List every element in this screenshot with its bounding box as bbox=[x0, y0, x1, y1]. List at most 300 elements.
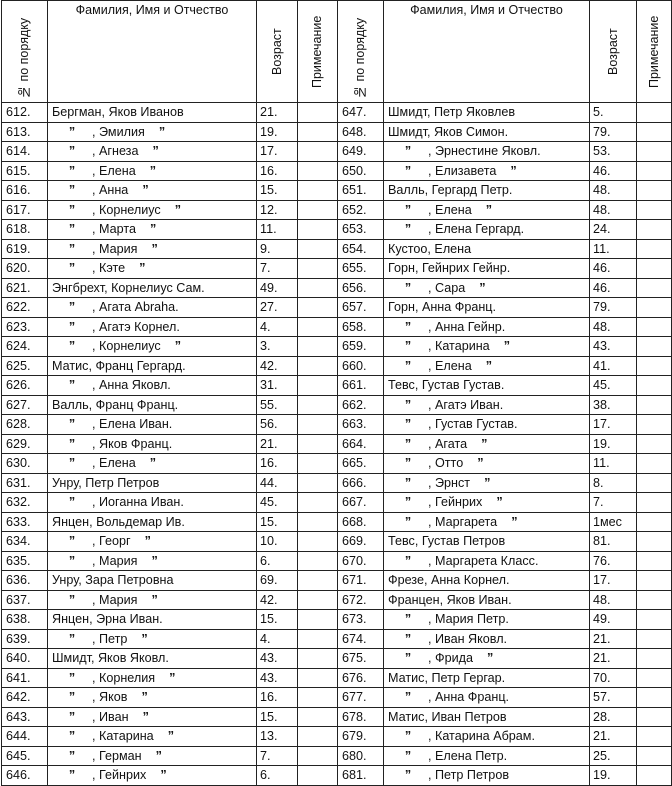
entry-age-right: 79. bbox=[590, 122, 637, 142]
entry-name-left bbox=[48, 122, 257, 142]
entry-name-right bbox=[384, 415, 590, 435]
ditto-mark: ” bbox=[485, 358, 493, 373]
entry-age-right: 48. bbox=[590, 200, 637, 220]
entry-number-left: 614. bbox=[2, 142, 48, 162]
entry-number-left: 631. bbox=[2, 473, 48, 493]
ditto-mark: ” bbox=[167, 729, 174, 744]
ditto-mark: ” bbox=[68, 319, 76, 334]
ditto-mark: ” bbox=[151, 553, 158, 568]
entry-number-left: 621. bbox=[2, 278, 48, 298]
name-text: Валль, Франц Франц. bbox=[52, 397, 179, 412]
entry-age-left: 9. bbox=[257, 239, 298, 259]
name-text: , Гейнрих bbox=[428, 495, 483, 510]
entry-age-left: 15. bbox=[257, 512, 298, 532]
entry-name-left bbox=[48, 337, 257, 357]
ditto-mark: ” bbox=[68, 495, 76, 510]
entry-name-right bbox=[384, 142, 590, 162]
name-text: , Мария bbox=[92, 553, 138, 568]
ditto-mark: ” bbox=[68, 670, 76, 685]
entry-age-right: 45. bbox=[590, 376, 637, 396]
age-column-header-left: Возраст bbox=[257, 1, 298, 103]
entry-note-right bbox=[637, 181, 672, 201]
entry-note-left bbox=[298, 610, 338, 630]
ditto-mark: ” bbox=[404, 748, 412, 763]
entry-note-right bbox=[637, 434, 672, 454]
entry-note-left bbox=[298, 688, 338, 708]
entry-name-left bbox=[48, 376, 257, 396]
entry-number-right: 650. bbox=[338, 161, 384, 181]
entry-age-left: 69. bbox=[257, 571, 298, 591]
ditto-mark: ” bbox=[510, 163, 517, 178]
entry-number-left: 625. bbox=[2, 356, 48, 376]
entry-name-left bbox=[48, 317, 257, 337]
name-text: , Густав Густав. bbox=[428, 417, 518, 432]
entry-number-left: 639. bbox=[2, 629, 48, 649]
ditto-mark: ” bbox=[404, 319, 412, 334]
ditto-mark: ” bbox=[68, 417, 76, 432]
entry-number-left: 640. bbox=[2, 649, 48, 669]
name-text: , Мария bbox=[92, 241, 138, 256]
entry-note-right bbox=[637, 512, 672, 532]
entry-age-right: 48. bbox=[590, 590, 637, 610]
entry-number-left: 645. bbox=[2, 746, 48, 766]
name-text: , Маргарета bbox=[428, 514, 498, 529]
entry-age-left: 44. bbox=[257, 473, 298, 493]
name-text: Бергман, Яков Иванов bbox=[52, 105, 184, 120]
entry-note-left bbox=[298, 298, 338, 318]
name-text: , Марта bbox=[92, 222, 136, 237]
entry-note-left bbox=[298, 629, 338, 649]
entry-number-left: 633. bbox=[2, 512, 48, 532]
entry-number-left: 620. bbox=[2, 259, 48, 279]
name-text: Горн, Анна Франц. bbox=[388, 300, 496, 315]
entry-age-left: 4. bbox=[257, 629, 298, 649]
entry-name-right bbox=[384, 649, 590, 669]
ditto-mark: ” bbox=[404, 397, 412, 412]
entry-number-left: 646. bbox=[2, 766, 48, 786]
entry-name-left bbox=[48, 278, 257, 298]
entry-age-right: 11. bbox=[590, 454, 637, 474]
name-text: , Анна bbox=[92, 183, 129, 198]
ditto-mark: ” bbox=[139, 261, 146, 276]
entry-name-left bbox=[48, 590, 257, 610]
entry-name-left bbox=[48, 649, 257, 669]
entry-note-left bbox=[298, 668, 338, 688]
entry-name-right bbox=[384, 103, 590, 123]
name-text: , Елена bbox=[92, 456, 136, 471]
entry-number-right: 677. bbox=[338, 688, 384, 708]
entry-age-left: 6. bbox=[257, 766, 298, 786]
entry-note-right bbox=[637, 317, 672, 337]
entry-note-left bbox=[298, 532, 338, 552]
entry-note-right bbox=[637, 590, 672, 610]
entry-note-right bbox=[637, 395, 672, 415]
ditto-mark: ” bbox=[404, 768, 412, 783]
entry-name-right bbox=[384, 454, 590, 474]
entry-age-right: 38. bbox=[590, 395, 637, 415]
entry-name-left bbox=[48, 142, 257, 162]
entry-number-left: 624. bbox=[2, 337, 48, 357]
ditto-mark: ” bbox=[404, 144, 412, 159]
entry-name-right bbox=[384, 493, 590, 513]
entry-note-right bbox=[637, 142, 672, 162]
entry-number-left: 619. bbox=[2, 239, 48, 259]
ditto-mark: ” bbox=[486, 651, 494, 666]
entry-number-left: 643. bbox=[2, 707, 48, 727]
entry-age-right: 21. bbox=[590, 649, 637, 669]
entry-number-right: 663. bbox=[338, 415, 384, 435]
table-row bbox=[2, 220, 672, 240]
entry-note-left bbox=[298, 493, 338, 513]
ditto-mark: ” bbox=[68, 183, 76, 198]
table-row bbox=[2, 395, 672, 415]
entry-age-right: 48. bbox=[590, 317, 637, 337]
entry-note-left bbox=[298, 746, 338, 766]
ditto-mark: ” bbox=[160, 768, 167, 783]
name-text: Тевс, Густав Петров bbox=[388, 534, 506, 549]
entry-note-left bbox=[298, 766, 338, 786]
entry-number-right: 672. bbox=[338, 590, 384, 610]
name-text: , Кэте bbox=[92, 261, 126, 276]
ditto-mark: ” bbox=[68, 748, 76, 763]
ditto-mark: ” bbox=[503, 339, 510, 354]
entry-name-right bbox=[384, 278, 590, 298]
entry-name-right bbox=[384, 688, 590, 708]
name-text: , Анна Яковл. bbox=[92, 378, 171, 393]
entry-age-right: 41. bbox=[590, 356, 637, 376]
entry-age-right: 5. bbox=[590, 103, 637, 123]
ditto-mark: ” bbox=[404, 651, 412, 666]
table-row bbox=[2, 415, 672, 435]
table-row bbox=[2, 278, 672, 298]
name-text: , Яков bbox=[92, 690, 128, 705]
entry-name-left bbox=[48, 200, 257, 220]
name-text: , Агата bbox=[428, 436, 468, 451]
name-text: , Елена bbox=[92, 163, 136, 178]
table-row bbox=[2, 610, 672, 630]
entry-name-right bbox=[384, 239, 590, 259]
entry-name-right bbox=[384, 532, 590, 552]
entry-note-right bbox=[637, 259, 672, 279]
entry-name-left bbox=[48, 551, 257, 571]
entry-name-left bbox=[48, 668, 257, 688]
table-row bbox=[2, 688, 672, 708]
name-text: , Яков Франц. bbox=[92, 436, 173, 451]
name-text: Францен, Яков Иван. bbox=[388, 592, 512, 607]
ditto-mark: ” bbox=[404, 222, 412, 237]
entry-number-left: 613. bbox=[2, 122, 48, 142]
entry-age-right: 8. bbox=[590, 473, 637, 493]
entry-age-left: 21. bbox=[257, 434, 298, 454]
entry-name-right bbox=[384, 434, 590, 454]
name-text: , Корнелиус bbox=[92, 202, 161, 217]
entry-age-right: 28. bbox=[590, 707, 637, 727]
entry-name-left bbox=[48, 571, 257, 591]
entry-name-right bbox=[384, 571, 590, 591]
ditto-mark: ” bbox=[68, 768, 76, 783]
entry-age-left: 27. bbox=[257, 298, 298, 318]
ditto-mark: ” bbox=[404, 202, 412, 217]
entry-number-left: 630. bbox=[2, 454, 48, 474]
name-text: , Корнелиус bbox=[92, 339, 161, 354]
entry-age-left: 7. bbox=[257, 259, 298, 279]
entry-number-right: 658. bbox=[338, 317, 384, 337]
entry-age-right: 57. bbox=[590, 688, 637, 708]
entry-note-right bbox=[637, 766, 672, 786]
name-text: , Иван bbox=[92, 709, 129, 724]
number-column-header-right: № по порядку bbox=[338, 1, 384, 103]
entry-note-right bbox=[637, 707, 672, 727]
ditto-mark: ” bbox=[142, 183, 149, 198]
entry-number-right: 654. bbox=[338, 239, 384, 259]
note-column-header-left: Примечание bbox=[298, 1, 338, 103]
entry-name-right bbox=[384, 259, 590, 279]
entry-number-right: 678. bbox=[338, 707, 384, 727]
ditto-mark: ” bbox=[68, 709, 76, 724]
entry-note-right bbox=[637, 551, 672, 571]
entry-age-right: 17. bbox=[590, 415, 637, 435]
entry-note-right bbox=[637, 454, 672, 474]
entry-number-left: 628. bbox=[2, 415, 48, 435]
name-text: Матис, Иван Петров bbox=[388, 709, 507, 724]
ditto-mark: ” bbox=[404, 280, 412, 295]
entry-note-left bbox=[298, 434, 338, 454]
entry-name-left bbox=[48, 512, 257, 532]
entry-age-left: 43. bbox=[257, 668, 298, 688]
ditto-mark: ” bbox=[68, 202, 76, 217]
entry-name-left bbox=[48, 707, 257, 727]
entry-age-left: 49. bbox=[257, 278, 298, 298]
table-row bbox=[2, 454, 672, 474]
name-text: Шмидт, Яков Симон. bbox=[388, 124, 509, 139]
entry-name-right bbox=[384, 317, 590, 337]
name-text: , Елена bbox=[428, 202, 472, 217]
entry-note-left bbox=[298, 278, 338, 298]
entry-number-left: 618. bbox=[2, 220, 48, 240]
name-column-header-right: Фамилия, Имя и Отчество bbox=[384, 1, 590, 103]
entry-age-right: 7. bbox=[590, 493, 637, 513]
name-text: Янцен, Вольдемар Ив. bbox=[52, 514, 185, 529]
entry-age-right: 81. bbox=[590, 532, 637, 552]
ditto-mark: ” bbox=[68, 124, 76, 139]
entry-name-right bbox=[384, 551, 590, 571]
entry-number-left: 612. bbox=[2, 103, 48, 123]
table-row bbox=[2, 493, 672, 513]
ditto-mark: ” bbox=[68, 456, 76, 471]
entry-name-right bbox=[384, 298, 590, 318]
entry-name-left bbox=[48, 415, 257, 435]
name-text: , Иоганна Иван. bbox=[92, 495, 184, 510]
entry-name-left bbox=[48, 181, 257, 201]
name-text: , Катарина bbox=[92, 729, 154, 744]
entry-age-right: 25. bbox=[590, 746, 637, 766]
table-row bbox=[2, 298, 672, 318]
entry-note-left bbox=[298, 395, 338, 415]
entry-number-right: 669. bbox=[338, 532, 384, 552]
entry-age-left: 16. bbox=[257, 161, 298, 181]
entry-number-left: 642. bbox=[2, 688, 48, 708]
entry-number-right: 671. bbox=[338, 571, 384, 591]
ditto-mark: ” bbox=[477, 456, 484, 471]
name-column-header-left: Фамилия, Имя и Отчество bbox=[48, 1, 257, 103]
entry-note-left bbox=[298, 590, 338, 610]
entry-name-right bbox=[384, 629, 590, 649]
entry-number-right: 668. bbox=[338, 512, 384, 532]
entry-age-left: 17. bbox=[257, 142, 298, 162]
entry-note-left bbox=[298, 239, 338, 259]
ditto-mark: ” bbox=[68, 436, 76, 451]
entry-number-right: 656. bbox=[338, 278, 384, 298]
entry-note-right bbox=[637, 356, 672, 376]
table-row bbox=[2, 532, 672, 552]
entry-name-right bbox=[384, 122, 590, 142]
name-text: , Герман bbox=[92, 748, 142, 763]
entry-number-right: 661. bbox=[338, 376, 384, 396]
entry-number-right: 653. bbox=[338, 220, 384, 240]
entry-note-left bbox=[298, 337, 338, 357]
entry-note-left bbox=[298, 103, 338, 123]
name-text: , Петр bbox=[92, 631, 128, 646]
entry-number-right: 651. bbox=[338, 181, 384, 201]
entry-name-left bbox=[48, 473, 257, 493]
ditto-mark: ” bbox=[404, 475, 412, 490]
entry-age-right: 70. bbox=[590, 668, 637, 688]
entry-note-left bbox=[298, 317, 338, 337]
entry-age-left: 16. bbox=[257, 688, 298, 708]
ditto-mark: ” bbox=[141, 690, 148, 705]
entry-number-right: 652. bbox=[338, 200, 384, 220]
entry-note-left bbox=[298, 551, 338, 571]
entry-note-right bbox=[637, 278, 672, 298]
entry-note-left bbox=[298, 122, 338, 142]
entry-age-left: 16. bbox=[257, 454, 298, 474]
entry-note-right bbox=[637, 415, 672, 435]
entry-number-left: 635. bbox=[2, 551, 48, 571]
ditto-mark: ” bbox=[479, 280, 486, 295]
table-row bbox=[2, 142, 672, 162]
entry-age-left: 15. bbox=[257, 181, 298, 201]
entry-number-left: 626. bbox=[2, 376, 48, 396]
ditto-mark: ” bbox=[149, 456, 157, 471]
entry-number-right: 648. bbox=[338, 122, 384, 142]
entry-age-right: 48. bbox=[590, 181, 637, 201]
entry-note-left bbox=[298, 454, 338, 474]
ditto-mark: ” bbox=[404, 631, 412, 646]
name-text: Кустоо, Елена bbox=[388, 241, 472, 256]
name-text: , Елена Петр. bbox=[428, 748, 508, 763]
entry-note-right bbox=[637, 668, 672, 688]
entry-age-left: 7. bbox=[257, 746, 298, 766]
entry-note-left bbox=[298, 200, 338, 220]
name-text: , Катарина Абрам. bbox=[428, 729, 535, 744]
name-text: Фрезе, Анна Корнел. bbox=[388, 573, 510, 588]
entry-age-left: 15. bbox=[257, 707, 298, 727]
entry-name-left bbox=[48, 629, 257, 649]
entry-note-left bbox=[298, 376, 338, 396]
entry-note-right bbox=[637, 649, 672, 669]
ditto-mark: ” bbox=[404, 417, 412, 432]
name-text: , Корнелия bbox=[92, 670, 156, 685]
entry-number-left: 641. bbox=[2, 668, 48, 688]
name-text: Горн, Гейнрих Гейнр. bbox=[388, 261, 511, 276]
entry-age-left: 42. bbox=[257, 356, 298, 376]
table-row bbox=[2, 200, 672, 220]
entry-number-right: 659. bbox=[338, 337, 384, 357]
ditto-mark: ” bbox=[68, 339, 76, 354]
entry-age-left: 55. bbox=[257, 395, 298, 415]
ditto-mark: ” bbox=[174, 339, 182, 354]
entry-number-left: 638. bbox=[2, 610, 48, 630]
entry-number-right: 670. bbox=[338, 551, 384, 571]
entry-note-left bbox=[298, 649, 338, 669]
ditto-mark: ” bbox=[404, 612, 412, 627]
entry-age-right: 46. bbox=[590, 161, 637, 181]
entry-name-right bbox=[384, 590, 590, 610]
entry-age-right: 53. bbox=[590, 142, 637, 162]
name-text: , Агнеза bbox=[92, 144, 139, 159]
entry-number-right: 647. bbox=[338, 103, 384, 123]
name-text: , Георг bbox=[92, 534, 131, 549]
table-row bbox=[2, 766, 672, 786]
ditto-mark: ” bbox=[151, 592, 158, 607]
name-text: , Мария Петр. bbox=[428, 612, 509, 627]
entry-number-right: 660. bbox=[338, 356, 384, 376]
name-text: , Эрнестине Яковл. bbox=[428, 144, 541, 159]
entry-name-left bbox=[48, 727, 257, 747]
entry-number-right: 675. bbox=[338, 649, 384, 669]
ditto-mark: ” bbox=[149, 163, 157, 178]
entry-name-left bbox=[48, 395, 257, 415]
ditto-mark: ” bbox=[68, 378, 76, 393]
entry-note-left bbox=[298, 259, 338, 279]
entry-number-left: 616. bbox=[2, 181, 48, 201]
entry-name-right bbox=[384, 766, 590, 786]
entry-name-right bbox=[384, 473, 590, 493]
entry-note-right bbox=[637, 200, 672, 220]
entry-name-left bbox=[48, 239, 257, 259]
name-text: , Маргарета Класс. bbox=[428, 553, 539, 568]
name-text: , Агата Abraha. bbox=[92, 300, 179, 315]
entry-number-left: 629. bbox=[2, 434, 48, 454]
entry-number-left: 627. bbox=[2, 395, 48, 415]
ditto-mark: ” bbox=[484, 475, 491, 490]
name-text: , Сара bbox=[428, 280, 466, 295]
entry-age-left: 15. bbox=[257, 610, 298, 630]
ditto-mark: ” bbox=[68, 241, 76, 256]
ditto-mark: ” bbox=[169, 670, 176, 685]
entry-number-left: 617. bbox=[2, 200, 48, 220]
entry-age-right: 24. bbox=[590, 220, 637, 240]
table-row bbox=[2, 551, 672, 571]
entry-age-left: 43. bbox=[257, 649, 298, 669]
table-row bbox=[2, 649, 672, 669]
entry-note-left bbox=[298, 571, 338, 591]
entry-note-right bbox=[637, 746, 672, 766]
entry-number-right: 680. bbox=[338, 746, 384, 766]
entry-age-left: 13. bbox=[257, 727, 298, 747]
entry-name-left bbox=[48, 766, 257, 786]
entry-age-right: 43. bbox=[590, 337, 637, 357]
ditto-mark: ” bbox=[144, 534, 151, 549]
entry-number-right: 655. bbox=[338, 259, 384, 279]
entry-note-right bbox=[637, 493, 672, 513]
ditto-mark: ” bbox=[404, 495, 412, 510]
name-text: Унру, Петр Петров bbox=[52, 475, 160, 490]
name-text: , Катарина bbox=[428, 339, 490, 354]
entry-number-right: 676. bbox=[338, 668, 384, 688]
entry-note-right bbox=[637, 220, 672, 240]
entry-name-left bbox=[48, 161, 257, 181]
